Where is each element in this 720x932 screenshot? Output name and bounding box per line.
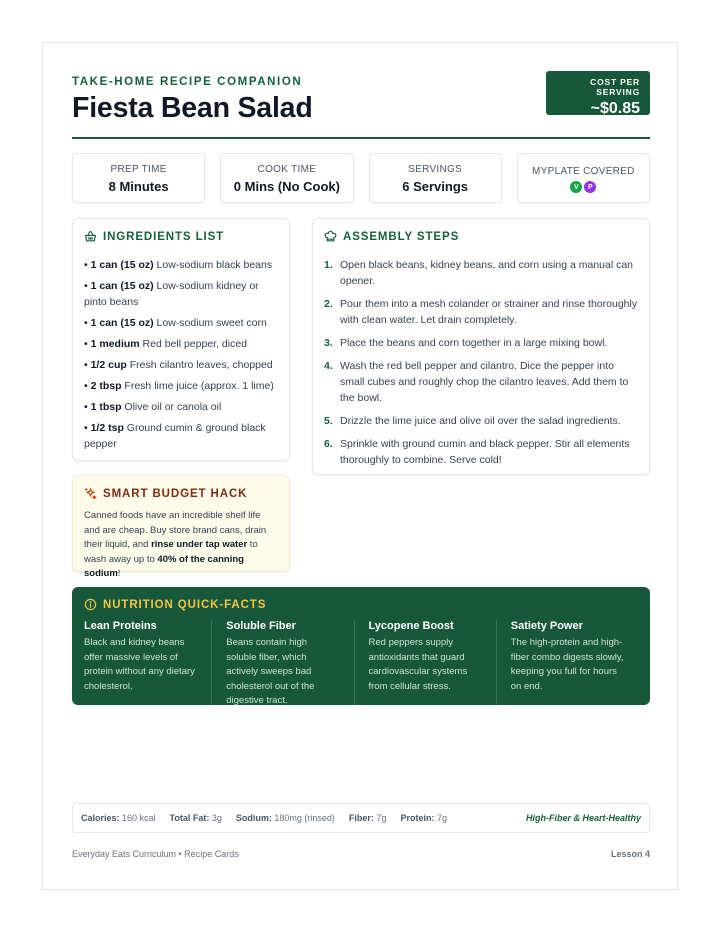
recipe-header	[72, 76, 650, 138]
ingredients-list	[84, 257, 278, 452]
step-item: 2. Pour them into a mesh colander or strainer and rinse thoroughly with clean water. Let drain completely.	[324, 298, 638, 326]
page-title: Fiesta Bean Salad	[72, 92, 313, 124]
total-protein: Protein: 7g	[400, 813, 447, 823]
step-item: 5. Drizzle the lime juice and olive oil over the salad ingredients.	[324, 415, 621, 427]
stat-cook-time	[220, 153, 353, 203]
ingredient-item: • 1 medium Red bell pepper, diced	[84, 336, 278, 352]
steps-list	[324, 257, 638, 468]
fact-soluble-fiber	[211, 620, 353, 709]
cost-per-serving-box	[546, 71, 650, 115]
fact-title: Soluble Fiber	[226, 620, 296, 632]
recipe-card-page	[42, 42, 678, 890]
basket-icon	[84, 230, 97, 243]
stat-label: SERVINGS	[408, 164, 463, 175]
stat-label: MYPLATE COVERED	[532, 166, 635, 177]
step-item: 4. Wash the red bell pepper and cilantro. Dice the pepper into small cubes and roughly chop the cilantro leaves. Add them to the bowl.	[324, 360, 629, 404]
step-item: 6. Sprinkle with ground cumin and black pepper. Stir all elements thoroughly to combine. Serve cold!	[324, 438, 630, 466]
ingredient-item: • 2 tbsp Fresh lime juice (approx. 1 lime)	[84, 378, 278, 394]
fact-title: Satiety Power	[510, 620, 583, 632]
header-divider	[72, 137, 650, 139]
fact-title: Lycopene Boost	[368, 620, 454, 632]
fact-lean-proteins	[84, 620, 211, 709]
stat-value: 0 Mins (No Cook)	[233, 179, 340, 194]
fact-text: Black and kidney beans offer massive levels of protein without any dietary cholesterol.	[84, 637, 195, 692]
stat-prep-time	[72, 153, 205, 203]
ingredient-item: • 1/2 cup Fresh cilantro leaves, chopped	[84, 357, 278, 373]
chef-hat-icon	[324, 230, 337, 243]
fact-text: Red peppers supply antioxidants that guard cardiovascular systems from cellular stress.	[368, 637, 468, 692]
fact-satiety-power	[496, 620, 638, 709]
stat-value: 8 Minutes	[108, 179, 169, 194]
hack-text: Canned foods have an incredible shelf life and are cheap. Buy store brand cans, drain their liquid, and rinse under tap water to wash away up to 40% of the canning sodium!	[84, 510, 267, 579]
nutrition-heading	[84, 598, 638, 611]
stat-myplate-covered	[517, 153, 650, 203]
fact-text: Beans contain high soluble fiber, which actively sweeps bad cholesterol out of the digestive tract.	[226, 637, 315, 706]
stat-value: 6 Servings	[402, 179, 468, 194]
vegetable-badge: V	[570, 181, 582, 193]
stat-label: COOK TIME	[257, 164, 317, 175]
nutrition-totals-bar	[72, 803, 650, 833]
ingredient-item: • 1 can (15 oz) Low-sodium kidney or pinto beans	[84, 278, 278, 310]
info-icon	[84, 598, 97, 611]
ingredients-heading	[84, 230, 278, 243]
steps-title: ASSEMBLY STEPS	[343, 230, 460, 243]
step-item: 1. Open black beans, kidney beans, and corn using a manual can opener.	[324, 259, 634, 287]
health-tag: High-Fiber & Heart-Healthy	[525, 813, 641, 823]
ingredient-item: • 1 can (15 oz) Low-sodium sweet corn	[84, 315, 278, 331]
protein-badge: P	[584, 181, 596, 193]
total-fiber: Fiber: 7g	[348, 813, 387, 823]
stat-servings	[369, 153, 502, 203]
assembly-steps-card	[312, 218, 650, 475]
fact-title: Lean Proteins	[84, 620, 157, 632]
footer-lesson: Lesson 4	[610, 849, 650, 859]
nutrition-facts-row	[84, 620, 638, 709]
header-kicker: TAKE-HOME RECIPE COMPANION	[72, 76, 303, 88]
hack-heading	[84, 487, 278, 500]
total-fat: Total Fat: 3g	[169, 813, 222, 823]
myplate-badges	[518, 181, 649, 193]
stats-row	[72, 153, 650, 203]
cost-label: COST PER SERVING	[590, 77, 640, 97]
fact-lycopene-boost	[354, 620, 496, 709]
nutrition-title: NUTRITION QUICK-FACTS	[103, 598, 267, 611]
steps-heading	[324, 230, 638, 243]
cost-value: ~$0.85	[590, 100, 640, 117]
page-footer	[72, 849, 650, 859]
nutrition-facts-panel	[72, 587, 650, 705]
footer-curriculum: Everyday Eats Curriculum • Recipe Cards	[72, 849, 239, 859]
total-calories: Calories: 160 kcal	[81, 813, 156, 823]
step-item: 3. Place the beans and corn together in a large mixing bowl.	[324, 337, 608, 349]
stat-label: PREP TIME	[110, 164, 167, 175]
ingredient-item: • 1 can (15 oz) Low-sodium black beans	[84, 257, 278, 273]
ingredients-card	[72, 218, 290, 461]
ingredients-title: INGREDIENTS LIST	[103, 230, 225, 243]
sparkle-icon	[84, 487, 97, 500]
fact-text: The high-protein and high-fiber combo digests slowly, keeping you full for hours on end.	[510, 637, 624, 692]
hack-title: SMART BUDGET HACK	[103, 487, 248, 500]
budget-hack-card	[72, 475, 290, 579]
total-sodium: Sodium: 180mg (rinsed)	[235, 813, 335, 823]
ingredient-item: • 1/2 tsp Ground cumin & ground black pepper	[84, 420, 278, 452]
ingredient-item: • 1 tbsp Olive oil or canola oil	[84, 399, 278, 415]
